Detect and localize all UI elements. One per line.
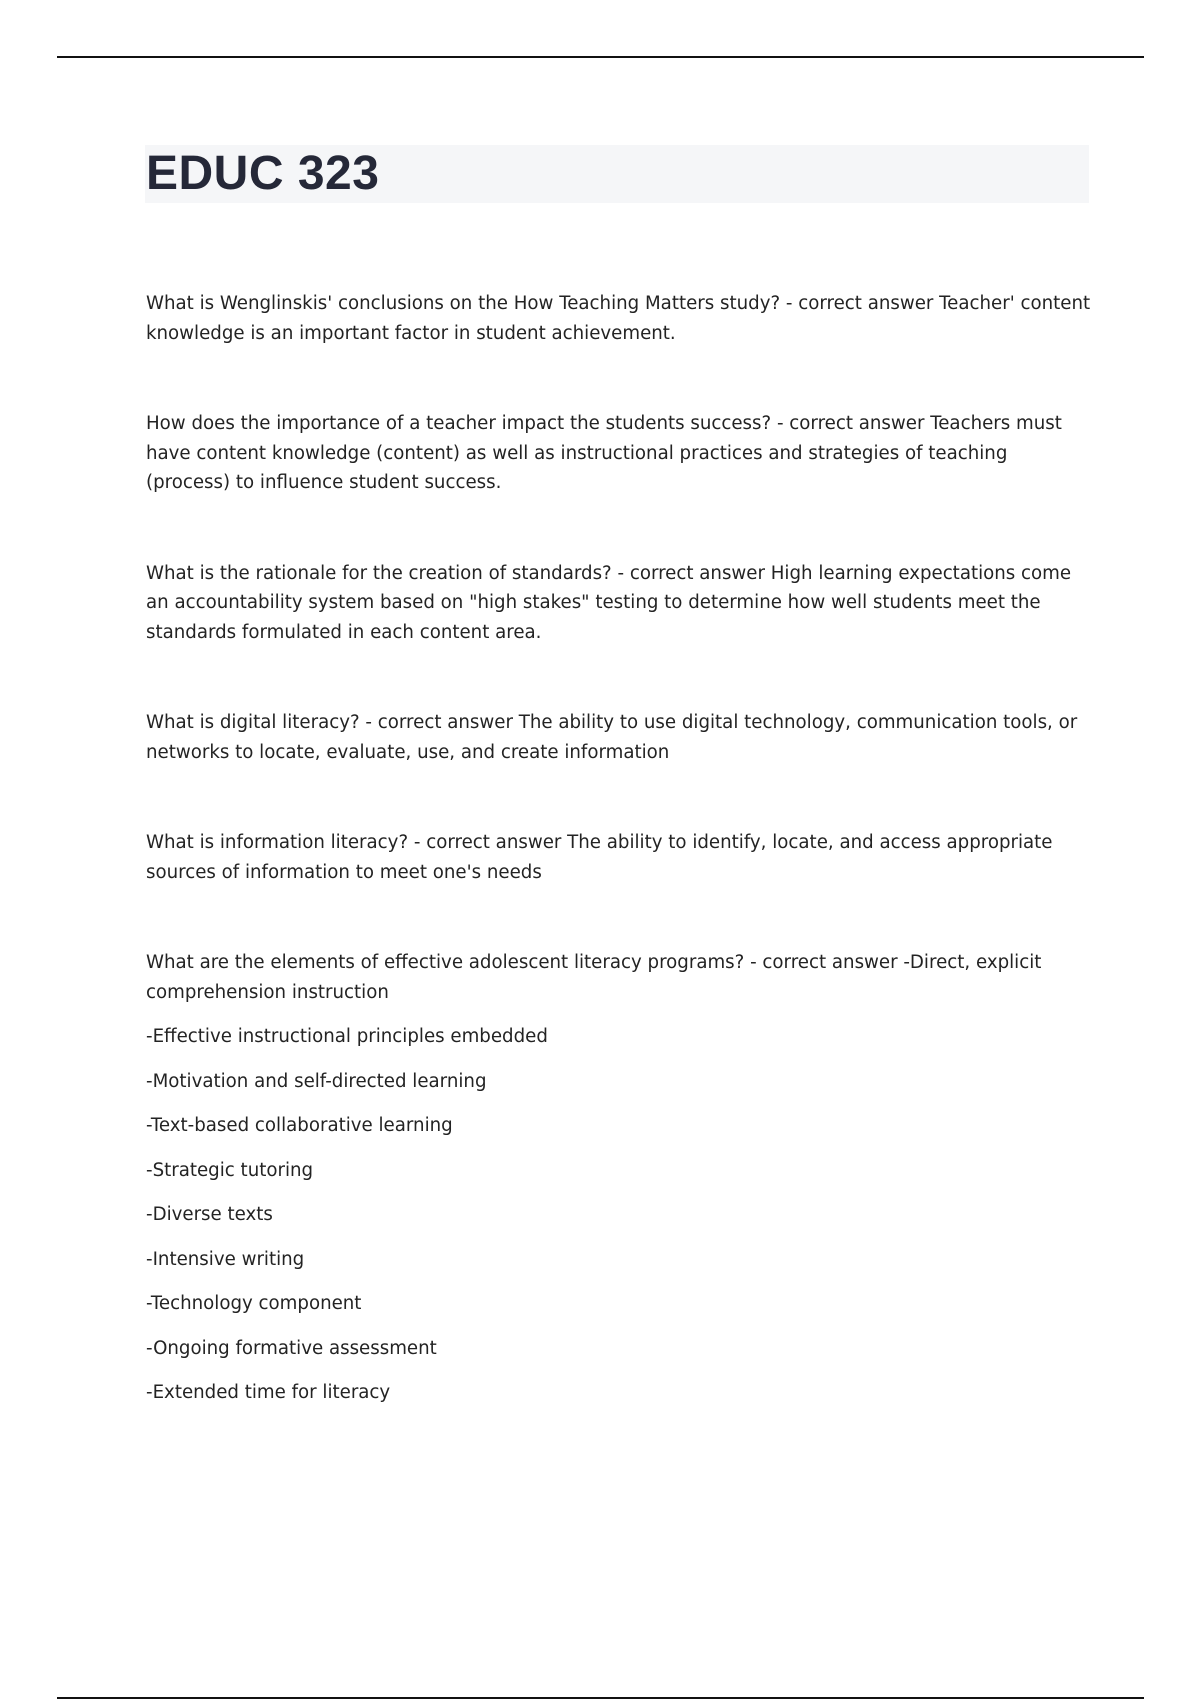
list-item: -Text-based collaborative learning	[146, 1115, 453, 1136]
list-item: -Strategic tutoring	[146, 1159, 314, 1181]
list-item: -Intensive writing	[146, 1248, 305, 1270]
list-item: -Diverse texts	[146, 1204, 273, 1225]
qa-content	[146, 289, 1096, 1408]
top-rule	[57, 56, 1144, 58]
qa-item-with-list	[146, 948, 1096, 1408]
list-item: -Effective instructional principles embedded	[146, 1026, 548, 1047]
qa-item: What is digital literacy? - correct answer The ability to use digital technology, communication tools, or networks to locate, evaluate, use, and create information	[146, 712, 1078, 763]
qa-item: How does the importance of a teacher impact the students success? - correct answer Teachers must have content knowledge (content) as well as instructional practices and strategies of teaching (process) to influence student success.	[146, 413, 1062, 493]
list-item: -Ongoing formative assessment	[146, 1337, 437, 1359]
document-title: EDUC 323	[146, 147, 380, 200]
qa-item: What are the elements of effective adolescent literacy programs? - correct answer -Direct, explicit comprehension instruction	[146, 952, 1042, 1003]
list-item: -Extended time for literacy	[146, 1382, 391, 1403]
qa-item: What is information literacy? - correct answer The ability to identify, locate, and access appropriate sources of information to meet one's needs	[146, 832, 1053, 883]
literacy-elements-list	[146, 1022, 1096, 1408]
qa-item: What is Wenglinskis' conclusions on the How Teaching Matters study? - correct answer Teacher' content knowledge is an important factor in student achievement.	[146, 293, 1091, 344]
qa-item: What is the rationale for the creation of standards? - correct answer High learning expectations come an accountability system based on "high stakes" testing to determine how well students meet the standards formulated in each content area.	[146, 562, 1072, 643]
bottom-rule	[57, 1697, 1144, 1699]
list-item: -Technology component	[146, 1293, 362, 1314]
list-item: -Motivation and self-directed learning	[146, 1070, 487, 1092]
